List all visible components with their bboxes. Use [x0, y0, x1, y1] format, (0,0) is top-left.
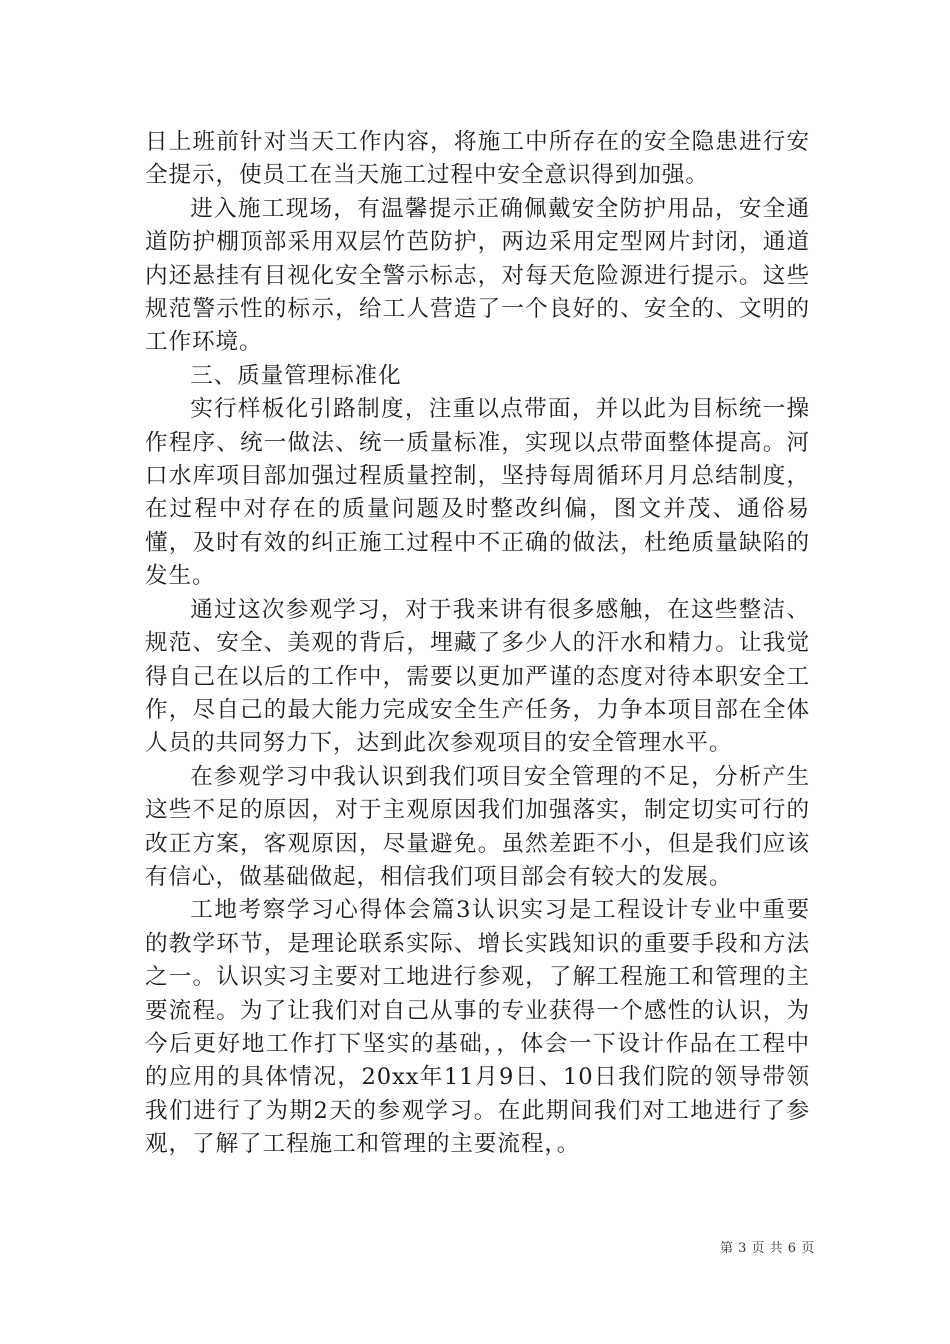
- document-body: [145, 126, 810, 1162]
- paragraph-safety-reminder: 日上班前针对当天工作内容，将施工中所存在的安全隐患进行安全提示，使员工在当天施工过程中安全意识得到加强。: [145, 129, 810, 189]
- paragraph-reflection: 通过这次参观学习，对于我来讲有很多感触，在这些整洁、规范、安全、美观的背后，埋藏了多少人的汗水和精力。让我觉得自己在以后的工作中，需要以更加严谨的态度对待本职安全工作，尽自己的最大能力完成安全生产任务，力争本项目部在全体人员的共同努力下，达到此次参观项目的安全管理水平。: [145, 596, 810, 757]
- paragraph-site-entry: 进入施工现场，有温馨提示正确佩戴安全防护用品，安全通道防护棚顶部采用双层竹芭防护，两边采用定型网片封闭，通道内还悬挂有目视化安全警示标志，对每天危险源进行提示。这些规范警示性的标示，给工人营造了一个良好的、安全的、文明的工作环境。: [145, 195, 810, 356]
- section-heading-quality: 三、质量管理标准化: [190, 362, 402, 389]
- page-number-footer: 第 3 页 共 6 页: [720, 1241, 815, 1256]
- paragraph-article-3: 工地考察学习心得体会篇3认识实习是工程设计专业中重要的教学环节，是理论联系实际、增长实践知识的重要手段和方法之一。认识实习主要对工地进行参观，了解工程施工和管理的主要流程。为了让我们对自己从事的专业获得一个感性的认识，为今后更好地工作打下坚实的基础，，体会一下设计作品在工程中的应用的具体情况，20xx年11月9日、10日我们院的领导带领我们进行了为期2天的参观学习。在此期间我们对工地进行了参观，了解了工程施工和管理的主要流程，。: [145, 897, 810, 1158]
- paragraph-shortcomings: 在参观学习中我认识到我们项目安全管理的不足，分析产生这些不足的原因，对于主观原因我们加强落实，制定切实可行的改正方案，客观原因，尽量避免。虽然差距不小，但是我们应该有信心，做基础做起，相信我们项目部会有较大的发展。: [145, 763, 810, 890]
- paragraph-quality-management: 实行样板化引路制度，注重以点带面，并以此为目标统一操作程序、统一做法、统一质量标准，实现以点带面整体提高。河口水库项目部加强过程质量控制，坚持每周循环月月总结制度，在过程中对存在的质量问题及时整改纠偏，图文并茂、通俗易懂，及时有效的纠正施工过程中不正确的做法，杜绝质量缺陷的发生。: [145, 396, 810, 590]
